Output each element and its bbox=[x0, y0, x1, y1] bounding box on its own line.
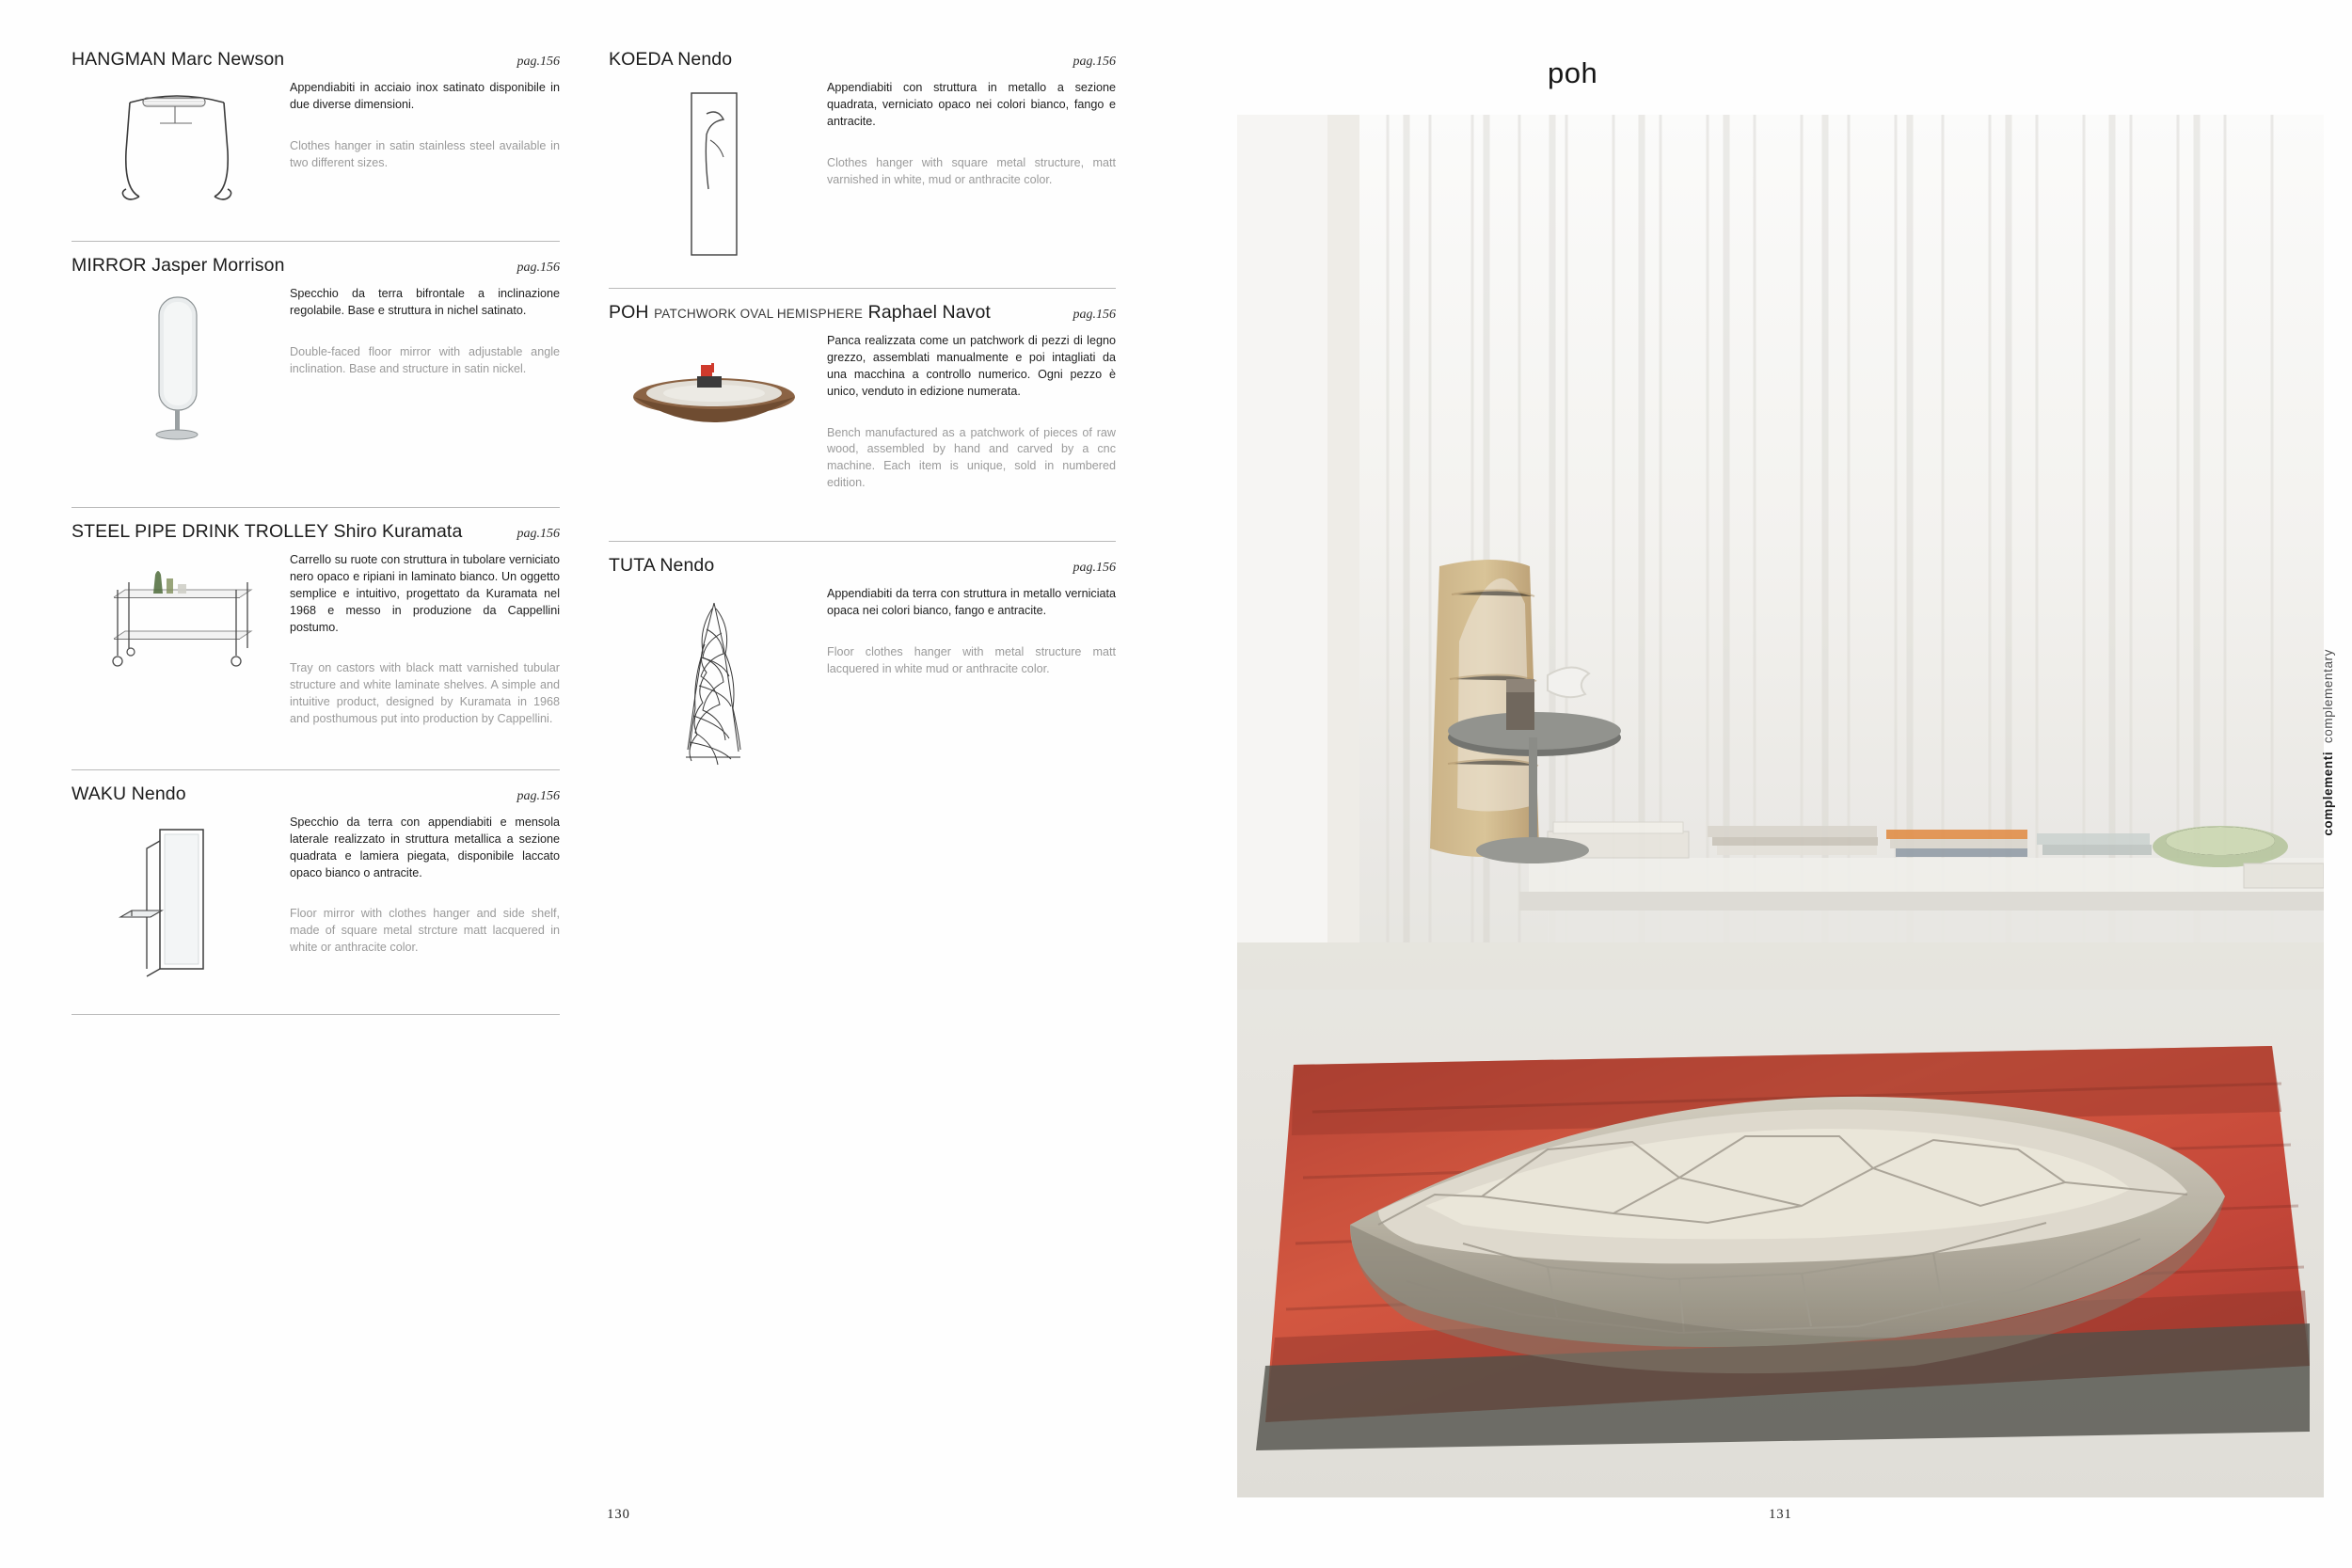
designer-name: Nendo bbox=[677, 49, 733, 70]
entry-title bbox=[609, 49, 732, 71]
spacer bbox=[72, 980, 560, 1014]
entry-body bbox=[72, 815, 560, 980]
page-reference: pag.156 bbox=[516, 527, 560, 541]
page-number-left: 130 bbox=[607, 1507, 630, 1522]
koeda-thumb-icon bbox=[609, 80, 819, 260]
entry-title bbox=[72, 784, 186, 805]
section-label-it: complementi bbox=[2321, 751, 2335, 836]
description-en: Floor mirror with clothes hanger and side shelf, made of square metal strcture matt lacquered in white or anthracite color. bbox=[290, 907, 560, 955]
designer-name: Marc Newson bbox=[170, 49, 285, 70]
entry-body bbox=[609, 586, 1116, 780]
entry-steel-pipe-drink-trolley bbox=[72, 507, 560, 728]
description-it: Carrello su ruote con struttura in tubolare verniciato nero opaco e ripiani in laminato bianco. Un oggetto semplice e intuitivo, progettato da Kuramata nel 1968 e messo in produzione da Cappellini postumo. bbox=[290, 553, 560, 634]
spacer bbox=[72, 213, 560, 241]
entry-header bbox=[609, 555, 1116, 577]
description-en: Tray on castors with black matt varnished tubular structure and white laminate shelves. A simple and intuitive product, designed by Kuramata in 1968 and posthumous put into production by Cappellini. bbox=[290, 661, 560, 725]
description-en: Clothes hanger with square metal structure, matt varnished in white, mud or anthracite color. bbox=[827, 155, 1116, 186]
page-reference: pag.156 bbox=[1073, 308, 1116, 322]
entry-title bbox=[72, 49, 284, 71]
entry-description bbox=[282, 80, 560, 213]
designer-name: Raphael Navot bbox=[867, 302, 991, 323]
description-en: Clothes hanger in satin stainless steel available in two different sizes. bbox=[290, 138, 560, 169]
column-left bbox=[72, 49, 594, 1015]
spacer bbox=[609, 260, 1116, 288]
entry-body bbox=[72, 80, 560, 213]
entry-poh bbox=[609, 288, 1116, 492]
entry-body bbox=[72, 552, 560, 728]
entry-body bbox=[609, 333, 1116, 492]
entry-description bbox=[282, 815, 560, 980]
entry-header bbox=[72, 521, 560, 543]
page-title: poh bbox=[1548, 56, 1598, 89]
entry-tuta bbox=[609, 541, 1116, 780]
section-label-en: complementary bbox=[2321, 649, 2335, 744]
product-name: WAKU bbox=[72, 783, 127, 804]
product-photo bbox=[1237, 115, 2324, 1497]
description-it: Panca realizzata come un patchwork di pezzi di legno grezzo, assemblati manualmente e poi intagliati da una macchina a controllo numerico. Ogni pezzo è unico, venduto in edizione numerata. bbox=[827, 334, 1116, 398]
designer-name: Nendo bbox=[660, 555, 715, 576]
spacer bbox=[72, 447, 560, 507]
description-en: Floor clothes hanger with metal structure matt lacquered in white mud or anthracite color. bbox=[827, 644, 1116, 675]
page-reference: pag.156 bbox=[1073, 55, 1116, 69]
page-number-right: 131 bbox=[1769, 1507, 1792, 1522]
product-name: TUTA bbox=[609, 555, 655, 576]
entry-description bbox=[819, 80, 1116, 260]
tuta-thumb-icon bbox=[609, 586, 819, 780]
product-name: HANGMAN bbox=[72, 49, 167, 70]
entry-hangman bbox=[72, 49, 560, 213]
entry-body bbox=[609, 80, 1116, 260]
entry-description bbox=[819, 333, 1116, 492]
entry-waku bbox=[72, 769, 560, 980]
page-reference: pag.156 bbox=[516, 261, 560, 275]
description-it: Appendiabiti con struttura in metallo a sezione quadrata, verniciato opaco nei colori bianco, fango e antracite. bbox=[827, 81, 1116, 128]
trolley-thumb-icon bbox=[72, 552, 282, 728]
entry-body bbox=[72, 286, 560, 447]
entry-description bbox=[282, 286, 560, 447]
product-name: KOEDA bbox=[609, 49, 673, 70]
designer-name: Nendo bbox=[131, 783, 186, 804]
entry-title bbox=[609, 555, 714, 577]
entry-mirror bbox=[72, 241, 560, 447]
designer-name: Shiro Kuramata bbox=[333, 521, 463, 542]
entry-columns bbox=[72, 49, 1116, 1015]
description-it: Appendiabiti in acciaio inox satinato disponibile in due diverse dimensioni. bbox=[290, 81, 560, 111]
entry-title bbox=[72, 521, 462, 543]
entry-description bbox=[819, 586, 1116, 780]
poh-thumb-icon bbox=[609, 333, 819, 492]
entry-header bbox=[72, 784, 560, 805]
entry-header bbox=[72, 255, 560, 277]
product-name: MIRROR bbox=[72, 255, 147, 276]
left-page-content bbox=[72, 49, 1116, 1015]
entry-title bbox=[72, 255, 285, 277]
description-it: Appendiabiti da terra con struttura in metallo verniciata opaca nei colori bianco, fango e antracite. bbox=[827, 587, 1116, 617]
entry-description bbox=[282, 552, 560, 728]
product-name: STEEL PIPE DRINK TROLLEY bbox=[72, 521, 328, 542]
description-en: Double-faced floor mirror with adjustable angle inclination. Base and structure in satin nickel. bbox=[290, 344, 560, 375]
entry-header bbox=[609, 49, 1116, 71]
page-reference: pag.156 bbox=[1073, 561, 1116, 575]
description-it: Specchio da terra bifrontale a inclinazione regolabile. Base e struttura in nichel satinato. bbox=[290, 287, 560, 317]
section-label bbox=[2321, 649, 2335, 836]
page-reference: pag.156 bbox=[516, 788, 560, 803]
entry-koeda bbox=[609, 49, 1116, 260]
column-right bbox=[594, 49, 1116, 1015]
description-en: Bench manufactured as a patchwork of pieces of raw wood, assembled by hand and carved by a cnc machine. Each item is unique, sold in numbered edition. bbox=[827, 425, 1116, 490]
waku-thumb-icon bbox=[72, 815, 282, 980]
mirror-thumb-icon bbox=[72, 286, 282, 447]
entry-header bbox=[72, 49, 560, 71]
entry-title bbox=[609, 302, 991, 324]
description-it: Specchio da terra con appendiabiti e mensola laterale realizzato in struttura metallica a sezione quadrata e lamiera piegata, disponibile laccato opaco bianco o antracite. bbox=[290, 815, 560, 879]
page-reference: pag.156 bbox=[516, 55, 560, 69]
entry-header bbox=[609, 302, 1116, 324]
product-name: POH bbox=[609, 302, 649, 323]
right-page bbox=[1237, 0, 2352, 1568]
product-subtitle: PATCHWORK OVAL HEMISPHERE bbox=[654, 307, 864, 321]
designer-name: Jasper Morrison bbox=[151, 255, 285, 276]
spacer bbox=[609, 492, 1116, 541]
hangman-thumb-icon bbox=[72, 80, 282, 213]
spacer bbox=[72, 728, 560, 769]
column-end-rule bbox=[72, 1014, 560, 1015]
